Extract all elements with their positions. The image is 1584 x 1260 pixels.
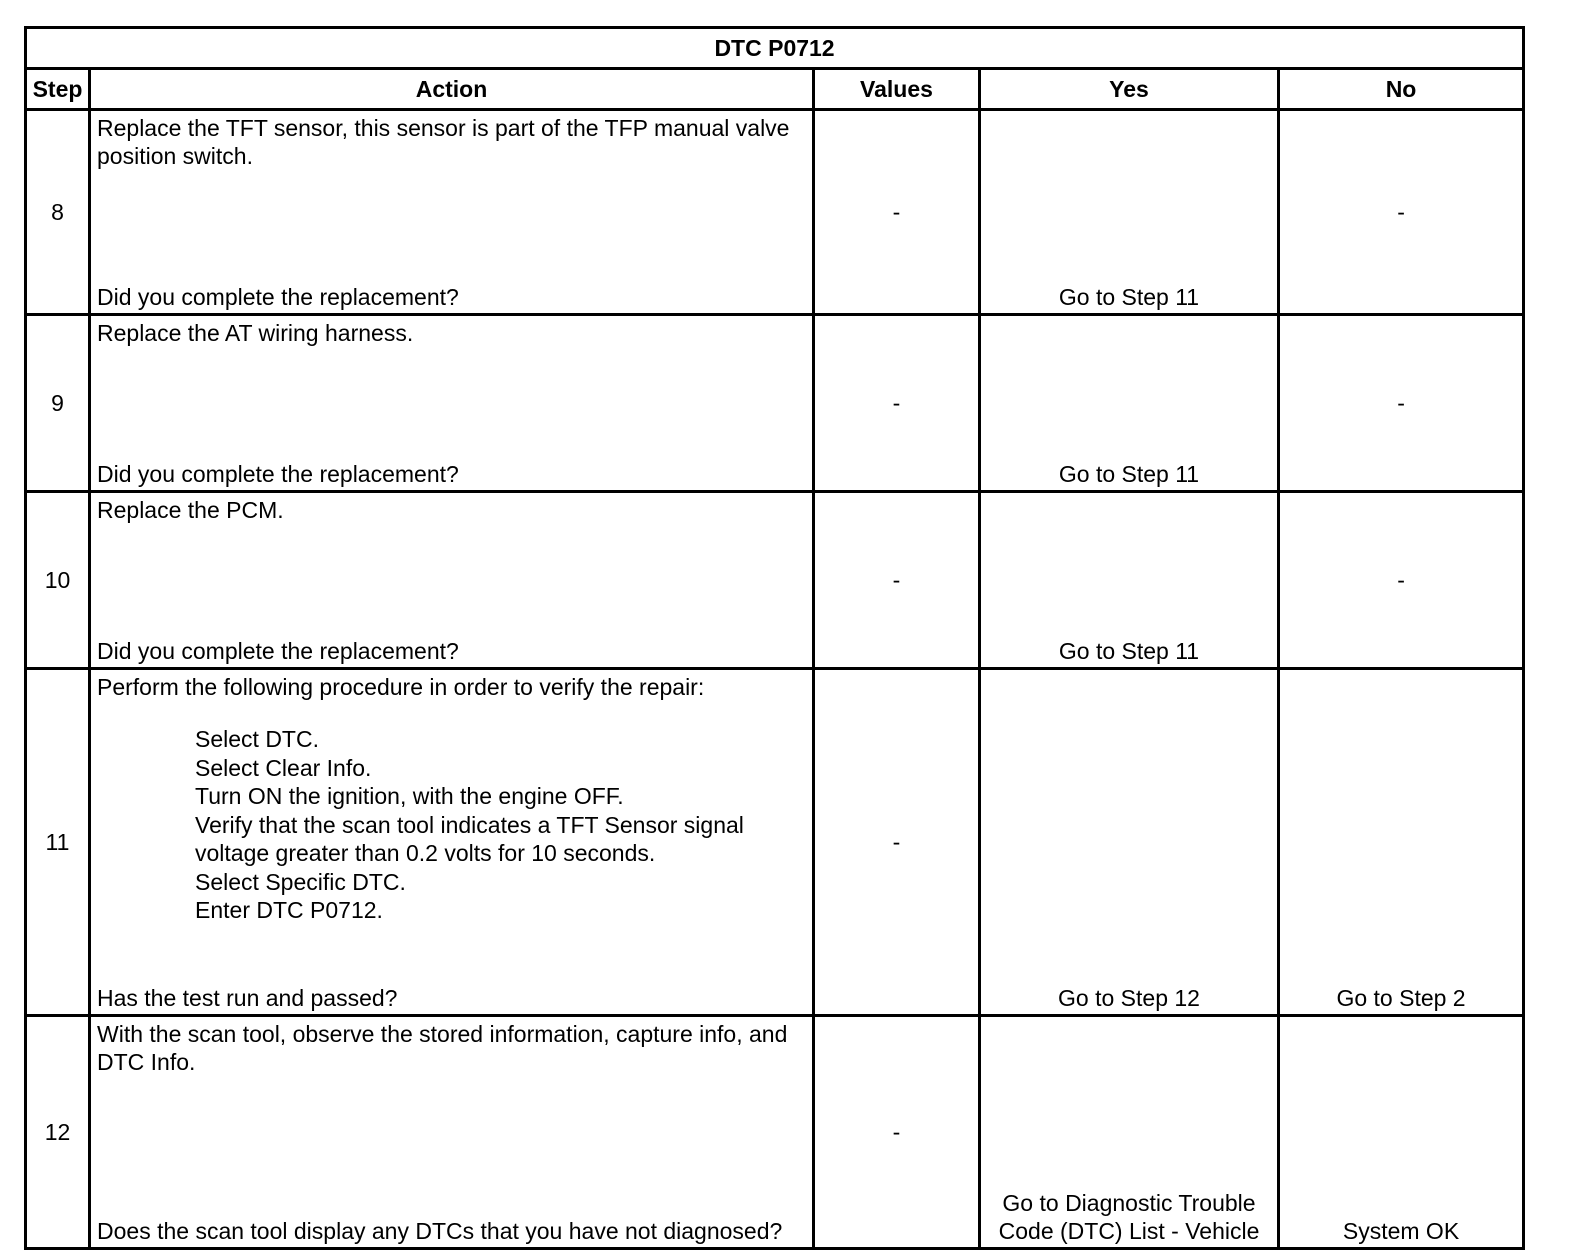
action-cell (90, 669, 814, 1016)
procedure-step: Select Clear Info. (195, 754, 372, 781)
action-question: Did you complete the replacement? (97, 284, 459, 310)
step-number: 8 (26, 110, 90, 315)
step-number: 12 (26, 1016, 90, 1249)
procedure-step: Turn ON the ignition, with the engine OFF. (195, 783, 624, 809)
table-row (26, 669, 1524, 1016)
yes-cell: Go to Step 11 (980, 492, 1279, 669)
action-question: Does the scan tool display any DTCs that you have not diagnosed? (97, 1218, 783, 1244)
action-text: Perform the following procedure in order to verify the repair: (97, 674, 705, 700)
dtc-table (24, 26, 1525, 1250)
header-action: Action (90, 69, 814, 110)
values-cell: - (814, 669, 980, 1016)
action-cell (90, 1016, 814, 1249)
action-text: Replace the AT wiring harness. (97, 320, 414, 346)
no-cell: System OK (1279, 1016, 1524, 1249)
table-row (26, 315, 1524, 492)
header-row (26, 69, 1524, 110)
action-text: Replace the TFT sensor, this sensor is part of the TFP manual valve position switch. (97, 115, 790, 169)
action-question: Did you complete the replacement? (97, 461, 459, 487)
action-question: Has the test run and passed? (97, 985, 398, 1011)
step-number: 9 (26, 315, 90, 492)
values-cell: - (814, 492, 980, 669)
yes-cell: Go to Diagnostic Trouble Code (DTC) List - Vehicle (980, 1016, 1279, 1249)
procedure-list (195, 725, 806, 925)
values-cell: - (814, 1016, 980, 1249)
action-text: Replace the PCM. (97, 497, 284, 523)
action-cell (90, 315, 814, 492)
yes-cell: Go to Step 11 (980, 315, 1279, 492)
table-row (26, 1016, 1524, 1249)
yes-cell: Go to Step 11 (980, 110, 1279, 315)
values-cell: - (814, 315, 980, 492)
no-cell: - (1279, 492, 1524, 669)
procedure-step: Enter DTC P0712. (195, 897, 383, 923)
step-number: 11 (26, 669, 90, 1016)
step-number: 10 (26, 492, 90, 669)
table-row (26, 110, 1524, 315)
yes-cell: Go to Step 12 (980, 669, 1279, 1016)
no-cell: - (1279, 110, 1524, 315)
procedure-step: Verify that the scan tool indicates a TFT Sensor signal voltage greater than 0.2 volts for 10 seconds. (195, 811, 744, 866)
header-no: No (1279, 69, 1524, 110)
header-step: Step (26, 69, 90, 110)
no-cell: Go to Step 2 (1279, 669, 1524, 1016)
action-cell (90, 110, 814, 315)
table-row (26, 492, 1524, 669)
values-cell: - (814, 110, 980, 315)
header-yes: Yes (980, 69, 1279, 110)
action-question: Did you complete the replacement? (97, 638, 459, 664)
procedure-step: Select DTC. (195, 726, 319, 752)
procedure-step: Select Specific DTC. (195, 868, 406, 895)
no-cell: - (1279, 315, 1524, 492)
action-text: With the scan tool, observe the stored information, capture info, and DTC Info. (97, 1021, 788, 1075)
table-title: DTC P0712 (26, 28, 1524, 69)
header-values: Values (814, 69, 980, 110)
action-cell (90, 492, 814, 669)
